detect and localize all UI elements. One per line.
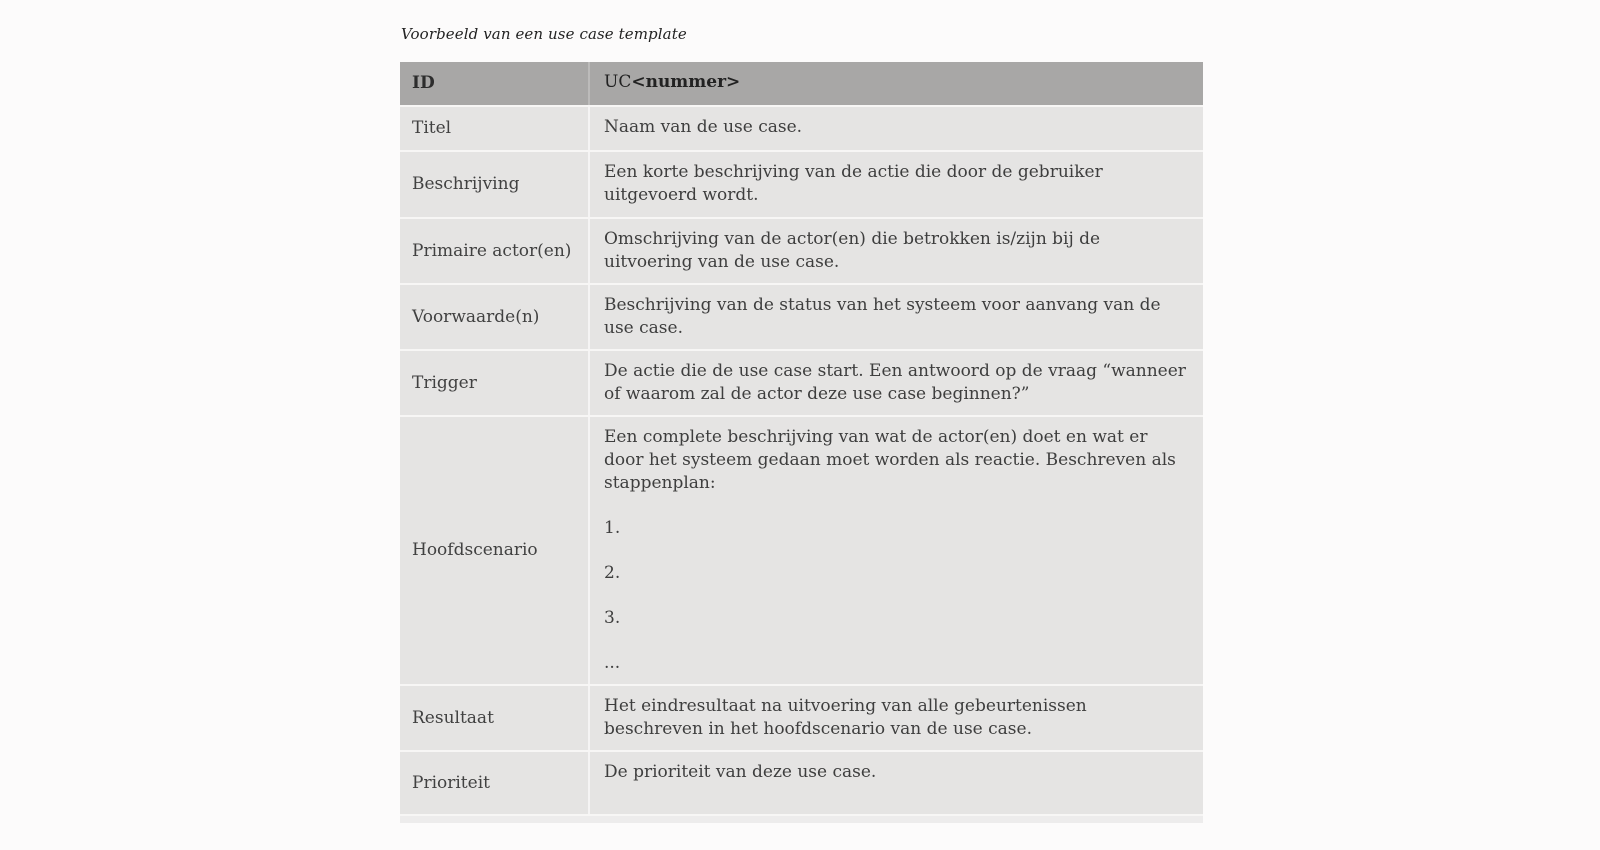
row-description xyxy=(590,107,1203,150)
row-description xyxy=(590,417,1203,684)
row-description xyxy=(590,152,1203,217)
scenario-intro: Een complete beschrijving van wat de actor(en) doet en wat er door het systeem gedaan moet worden als reactie. Beschreven als stappenplan: xyxy=(604,427,1176,493)
table-caption: Voorbeeld van een use case template xyxy=(401,25,687,43)
table-row-primaire-actoren xyxy=(400,219,1203,285)
table-row-voorwaarden xyxy=(400,285,1203,351)
row-label-text: Trigger xyxy=(412,372,477,393)
row-description-text: De prioriteit van deze use case. xyxy=(604,762,877,782)
header-uc-cell xyxy=(590,62,1203,105)
table-header-row xyxy=(400,62,1203,107)
header-id-cell xyxy=(400,62,590,105)
row-label-text: Titel xyxy=(412,118,452,138)
use-case-template-table xyxy=(400,62,1203,823)
row-label-text: Primaire actor(en) xyxy=(412,240,572,261)
row-label-text: Resultaat xyxy=(412,707,494,728)
table-row-hoofdscenario xyxy=(400,417,1203,686)
scenario-step: 2. xyxy=(604,563,621,583)
row-description-text: Beschrijving van de status van het systeem voor aanvang van de use case. xyxy=(604,295,1161,338)
row-label xyxy=(400,752,590,814)
row-label xyxy=(400,219,590,283)
scenario-step: 1. xyxy=(604,518,621,538)
row-description xyxy=(590,686,1203,750)
row-description xyxy=(590,285,1203,349)
row-description xyxy=(590,351,1203,415)
header-uc-placeholder: <nummer> xyxy=(631,72,741,92)
row-description-text: Een korte beschrijving van de actie die door de gebruiker uitgevoerd wordt. xyxy=(604,162,1103,205)
row-label xyxy=(400,285,590,349)
table-row-prioriteit xyxy=(400,752,1203,816)
scenario-step: 3. xyxy=(604,608,621,628)
row-description-text: Het eindresultaat na uitvoering van alle gebeurtenissen beschreven in het hoofdscenario van de use case. xyxy=(604,696,1087,739)
table-row-resultaat xyxy=(400,686,1203,752)
row-label xyxy=(400,686,590,750)
header-id-label: ID xyxy=(412,73,435,93)
header-uc-prefix: UC xyxy=(604,72,632,92)
row-label-text: Prioriteit xyxy=(412,772,490,793)
row-label xyxy=(400,107,590,150)
table-row-trigger xyxy=(400,351,1203,417)
row-description xyxy=(590,752,1203,814)
row-label xyxy=(400,351,590,415)
row-label-text: Voorwaarde(n) xyxy=(412,306,540,327)
row-label xyxy=(400,417,590,684)
row-label-text: Beschrijving xyxy=(412,174,520,194)
row-description-text: Naam van de use case. xyxy=(604,117,803,137)
row-description-text: De actie die de use case start. Een antwoord op de vraag “wanneer of waarom zal de actor deze use case beginnen?” xyxy=(604,361,1186,404)
cut-off-next-row xyxy=(400,816,1203,823)
row-label xyxy=(400,152,590,217)
row-label-text: Hoofdscenario xyxy=(412,540,538,560)
row-description-text: Omschrijving van de actor(en) die betrokken is/zijn bij de uitvoering van de use case. xyxy=(604,229,1101,272)
row-description xyxy=(590,219,1203,283)
scenario-step: ... xyxy=(604,653,621,673)
table-row-beschrijving xyxy=(400,152,1203,219)
table-row-titel xyxy=(400,107,1203,152)
